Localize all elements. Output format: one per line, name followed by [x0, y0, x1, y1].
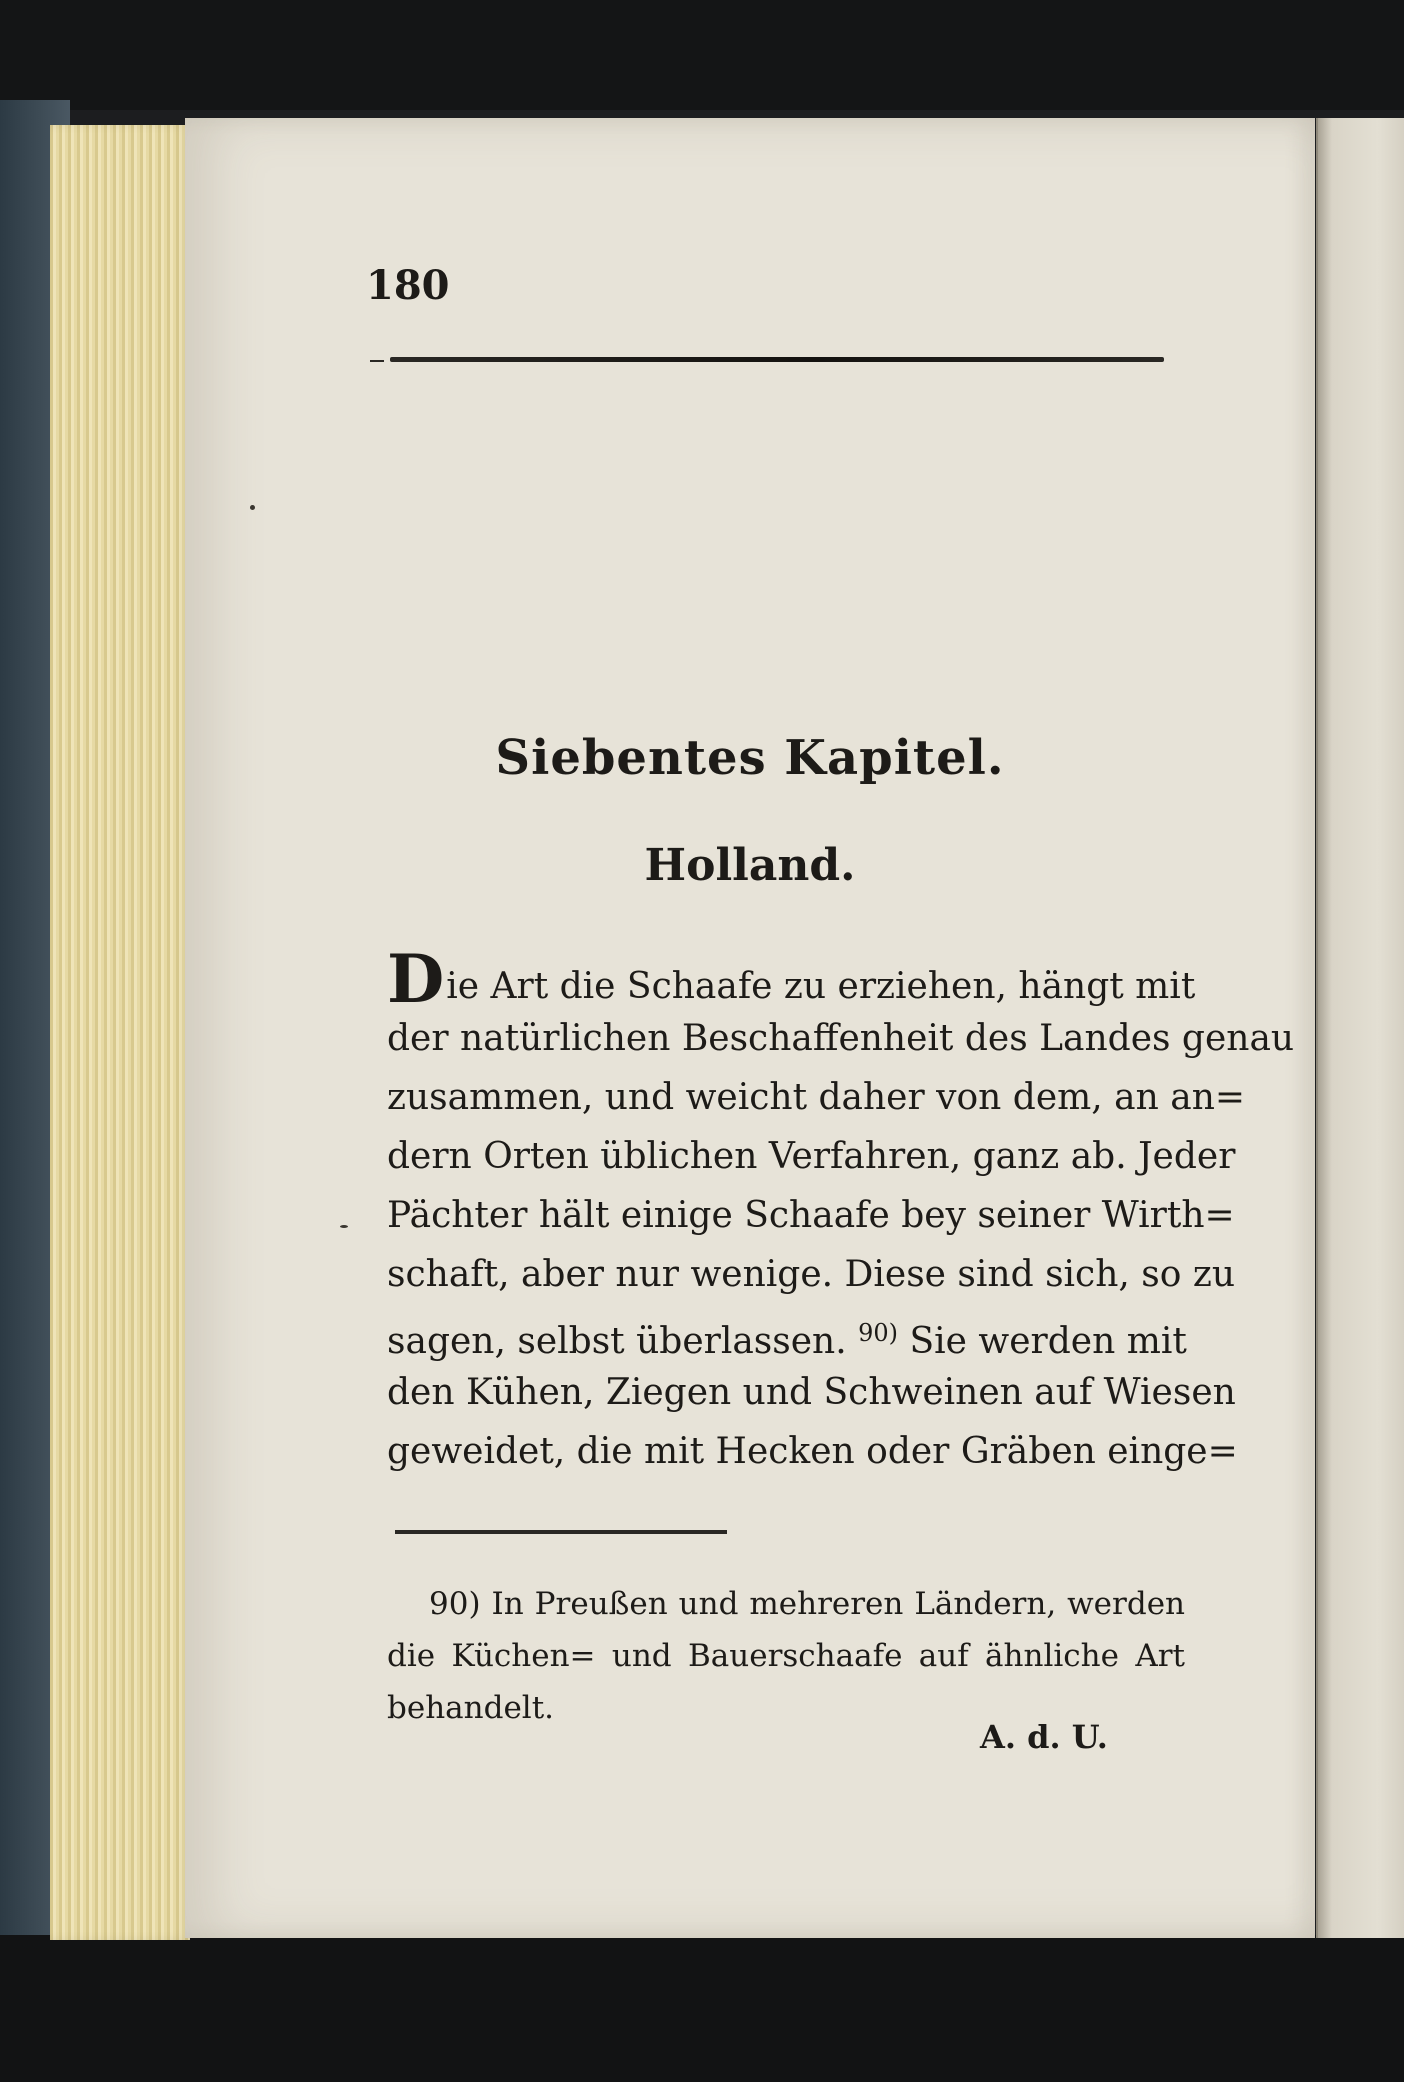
header-rule	[390, 357, 1164, 362]
body-line: den Kühen, Ziegen und Schweinen auf Wiesen	[387, 1372, 1236, 1413]
footnote-line: die Küchen= und Bauerschaafe auf ähnliche Art	[387, 1638, 1185, 1674]
footnote-reference: 90)	[858, 1319, 899, 1347]
body-line	[387, 1304, 1187, 1363]
footnote-line: 90) In Preußen und mehreren Ländern, werden	[429, 1586, 1185, 1622]
footnote-rule	[395, 1530, 727, 1534]
body-line: geweidet, die mit Hecken oder Gräben einge=	[387, 1431, 1238, 1472]
footnote-line: behandelt.	[387, 1690, 555, 1726]
backdrop-bottom	[0, 1935, 1404, 2082]
body-line: schaft, aber nur wenige. Diese sind sich, so zu	[387, 1254, 1236, 1295]
body-line: der natürlichen Beschaffenheit des Landes genau	[387, 1018, 1295, 1059]
body-line	[387, 940, 1196, 1018]
drop-capital: D	[387, 940, 445, 1018]
section-title: Holland.	[644, 840, 856, 891]
body-paragraph	[387, 940, 1295, 1481]
chapter-title: Siebentes Kapitel.	[495, 730, 1005, 786]
backdrop-top	[0, 0, 1404, 110]
body-line-text: sagen, selbst überlassen.	[387, 1321, 847, 1362]
ink-speck	[250, 505, 255, 510]
facing-page-edge	[1318, 118, 1404, 1938]
header-rule-stub	[370, 360, 384, 362]
body-line-text: ie Art die Schaafe zu erziehen, hängt mit	[446, 966, 1196, 1007]
body-line-text: Sie werden mit	[909, 1321, 1187, 1362]
body-line: Pächter hält einige Schaafe bey seiner Wirth=	[387, 1195, 1235, 1236]
footnote-signature: A. d. U.	[980, 1718, 1108, 1756]
body-line: dern Orten üblichen Verfahren, ganz ab. Jeder	[387, 1136, 1236, 1177]
ink-speck	[340, 1225, 348, 1228]
page-number: 180	[366, 262, 450, 309]
footnote	[387, 1578, 1185, 1734]
page-edges	[50, 125, 190, 1940]
body-line: zusammen, und weicht daher von dem, an an=	[387, 1077, 1246, 1118]
